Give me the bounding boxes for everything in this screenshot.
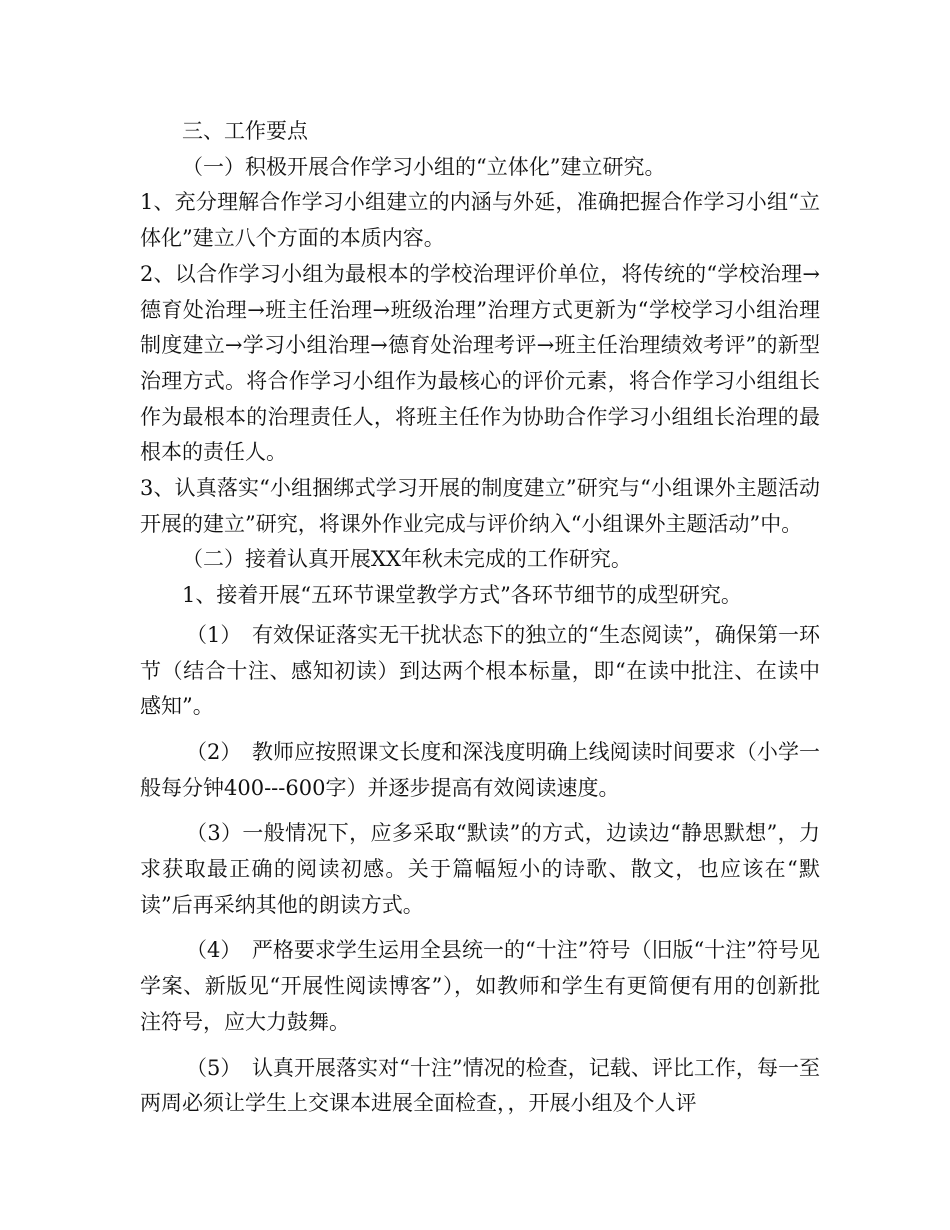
paragraph-item-1: 1、充分理解合作学习小组建立的内涵与外延，准确把握合作学习小组“立体化”建立八个方面的本质内容。 (140, 190, 820, 251)
paragraph-point-3: （3）一般情况下，应多采取“默读”的方式，边读边“静思默想”，力求获取最正确的阅读初感。关于篇幅短小的诗歌、散文，也应该在“默读”后再采纳其他的朗读方式。 (140, 821, 820, 917)
section-heading: 三、工作要点 (182, 119, 308, 143)
paragraph-point-1: （1） 有效保证落实无干扰状态下的独立的“生态阅读”，确保第一环节（结合十注、感知初读）到达两个根本标量，即“在读中批注、在读中感知”。 (140, 622, 820, 719)
paragraph-point-5: （5） 认真开展落实对“十注”情况的检查，记载、评比工作，每一至两周必须让学生上交课本进展全面检查，，开展小组及个人评 (140, 1055, 820, 1116)
paragraph-subitem-1: 1、接着开展“五环节课堂教学方式”各环节细节的成型研究。 (182, 583, 742, 608)
subsection-heading-1: （一）积极开展合作学习小组的“立体化”建立研究。 (182, 154, 666, 179)
paragraph-point-2: （2） 教师应按照课文长度和深浅度明确上线阅读时间要求（小学一般每分钟400---600字）并逐步提高有效阅读速度。 (140, 739, 820, 800)
paragraph-item-3: 3、认真落实“小组捆绑式学习开展的制度建立”研究与“小组课外主题活动开展的建立”研究，将课外作业完成与评价纳入“小组课外主题活动”中。 (140, 476, 820, 536)
paragraph-item-2: 2、以合作学习小组为最根本的学校治理评价单位，将传统的“学校治理→德育处治理→班主任治理→班级治理”治理方式更新为“学校学习小组治理制度建立→学习小组治理→德育处治理考评→班主任治理绩效考评”的新型治理方式。将合作学习小组作为最核心的评价元素，将合作学习小组组长作为最根本的治理责任人，将班主任作为协助合作学习小组组长治理的最根本的责任人。 (140, 261, 820, 465)
paragraph-point-4: （4） 严格要求学生运用全县统一的“十注”符号（旧版“十注”符号见学案、新版见“开展性阅读博客”），如教师和学生有更简便有用的创新批注符号，应大力鼓舞。 (140, 938, 820, 1034)
document-body (140, 114, 820, 1122)
subsection-heading-2: （二）接着认真开展XX年秋未完成的工作研究。 (182, 547, 632, 572)
